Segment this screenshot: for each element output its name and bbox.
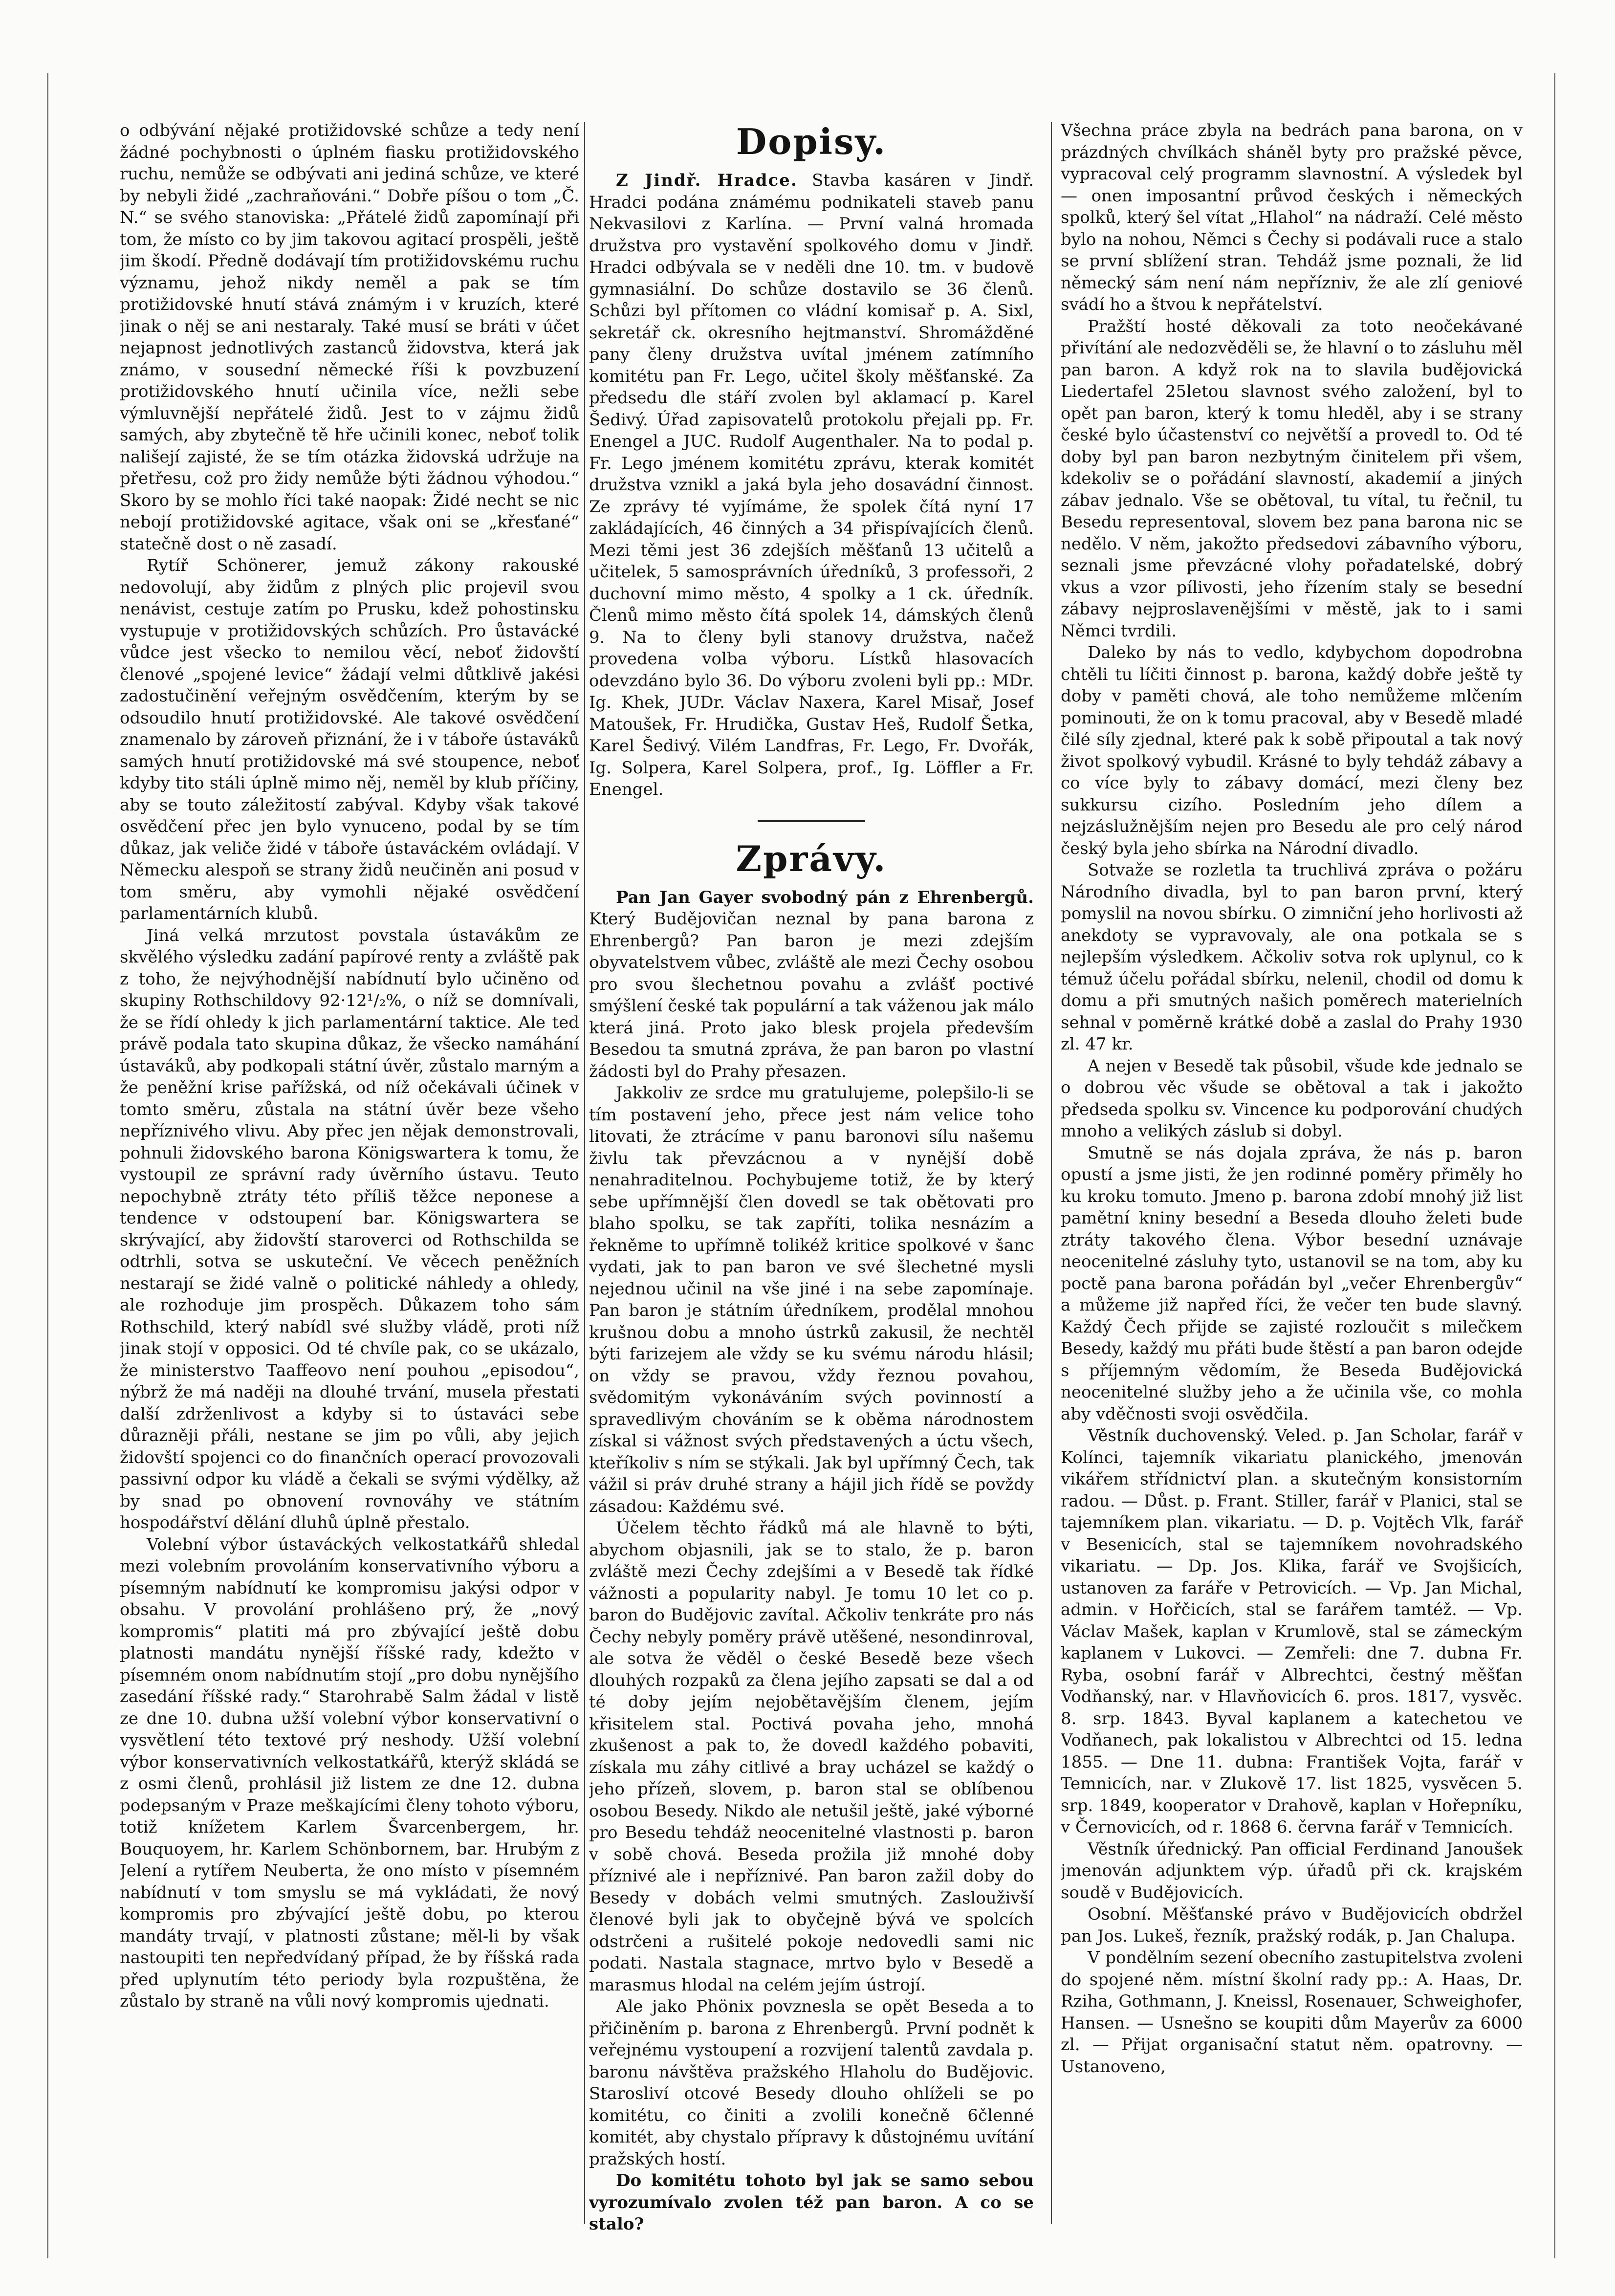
column-rule xyxy=(1051,122,1052,2224)
section-heading-dopisy: Dopisy. xyxy=(736,121,887,162)
article-paragraph: Jakkoliv ze srdce mu gratulujeme, polepšilo-li se tím postavení jeho, přece jest nám velice toho litovati, že ztrácíme v panu baronovi sílu našemu živlu tak převzácnou a v nynější době nenahraditelnou. Pochybujeme totiž, že by který sebe upřímnější člen dovedl se tak obětovati pro blaho spolku, se tak zapříti, tolika nesnázím a řekněme to upřímně tolikéž kritice spolkové v šanc vydati, jak to pan baron ve své šlechetné mysli nejednou učinil na vše jiné i na sebe zapomínaje. Pan baron je státním úředníkem, prodělal mnohou krušnou dobu a mnoho ústrků zakusil, že nechtěl býti farizejem ale vždy se ku svému národu hlásil; on vždy se pravou, vždy řeznou povahou, svědomitým vykonáváním svých povinností a spravedlivým chováním se k oběma národnostem získal si vážnost svých představených a úctu všech, kteříkoliv s ním se stýkali. Jak byl upřímný Čech, tak vážil si práv druhé strany a hájil jich řídě se povždy zásadou: Každému své. xyxy=(589,1083,1034,1516)
middle-column xyxy=(589,120,1034,2241)
article-paragraph: Jiná velká mrzutost povstala ústavákům ze skvělého výsledku zadání papírové renty a zvláště pak z toho, že nejvýhodnější nabídnutí bylo učiněno od skupiny Rothschildovy 92·12¹/₂%, o níž se domnívali, že se řídí ohledy k jich parlamentární taktice. Ale teď právě podala tato skupina důkaz, že všecko namáhání ústaváků, aby podkopali státní úvěr, zůstalo marným a že peněžní krise pařížská, od níž očekávali účinek v tomto směru, zůstala na státní úvěr beze všeho nepříznivého vlivu. Aby přec jen nějak demonstrovali, pohnuli židovského barona Königswartera k tomu, že vystoupil ze správní rady úvěrního ústavu. Teuto nepochybně ztráty této příliš těžce neponese a tendence v odstoupení bar. Königswartera se skrývající, aby židovští staroverci od Rothschilda se odtrhli, sotva se uskuteční. Ve věcech peněžních nestarají se židé valně o politické náhledy a ohledy, ale rozhoduje jim prospěch. Důkazem toho sám Rothschild, který nabídl své služby vládě, proti níž jinak stojí v opposici. Od té chvíle pak, co se ukázalo, že ministerstvo Taaffeovo není pouhou „episodou“, nýbrž že má naději na dlouhé trvání, musela přestati další zdrženlivost a kdyby si to ústaváci sebe důrazněji přáli, nestane se jim po vůli, aby jejich židovští spojenci co do finančních operací provozovali passivní odpor ku vládě a čekali se svými výdělky, až by snad po obnovení rovnováhy ve státním hospodářství dělání dluhů úplně přestalo. xyxy=(120,925,579,1532)
column-rule xyxy=(584,122,585,2224)
right-column xyxy=(1061,120,1523,2241)
article-paragraph: Do komitétu tohoto byl jak se samo sebou vyrozumívalo zvolen též pan baron. A co se stalo? xyxy=(589,2171,1034,2234)
article-paragraph: Smutně se nás dojala zpráva, že nás p. baron opustí a jsme jisti, že jen rodinné poměry přiměly ho ku kroku tomuto. Jmeno p. barona zdobí mnohý již list pamětní kniny besední a Beseda dlouho želeti bude ztráty takového člena. Výbor besední uznávaje neocenitelné zásluhy tyto, ustanovil se na tom, aby ku poctě pana barona pořádán byl „večer Ehrenbergův“ a můžeme již napřed říci, že večer ten bude slavný. Každý Čech přijde se zajisté rozloučit s milečkem Besedy, každý mu přáti bude štěstí a pan baron odejde s příjemným vědomím, že Beseda Budějovická neocenitelné služby jeho a že učinila vše, co mohla aby vděčnosti svoji osvědčila. xyxy=(1061,1143,1523,1424)
news-item-officials: Věstník úřednický. Pan official Ferdinand Janoušek jmenován adjunktem výp. úřadů při ck. krajském soudě v Budějovicích. xyxy=(1061,1839,1523,1902)
news-item-clergy: Věstník duchovenský. Veled. p. Jan Scholar, farář v Kolínci, tajemník vikariatu planického, jmenován vikářem střídnictví plan. a skutečným konsistorním radou. — Důst. p. Frant. Stiller, farář v Planici, stal se tajemníkem plan. vikariatu. — D. p. Vojtěch Vlk, farář v Besenicích, stal se tajemníkem novohradského vikariatu. — Dp. Jos. Klika, farář ve Svojšicích, ustanoven za faráře v Petrovicích. — Vp. Jan Michal, admin. v Hořčicích, stal se farářem tamtéž. — Vp. Václav Mašek, kaplan v Krumlově, stal se zámeckým kaplanem v Lukovci. — Zemřeli: dne 7. dubna Fr. Ryba, osobní farář v Albrechtci, čestný měšťan Vodňanský, nar. v Hlavňovicích 6. pros. 1817, vysvěc. 8. srp. 1843. Byval kaplanem a katechetou ve Vodňanech, pak lokalistou v Albrechtci od 15. ledna 1855. — Dne 11. dubna: František Vojta, farář v Temnicích, nar. v Zlukově 17. list 1825, vysvěcen 5. srp. 1849, kooperator v Drahově, kaplan v Hořepníku, v Černovicích, od r. 1868 6. června farář v Temnicích. xyxy=(1061,1426,1523,1837)
article-paragraph: Pražští hosté děkovali za toto neočekávané přivítání ale nedozvěděli se, že hlavní o to zásluhu měl pan baron. A když rok na to slavila budějovická Liedertafel 25letou slavnost svého založení, byl to opět pan baron, který k tomu hleděl, aby i se strany české bylo účastenství co největší a provedl to. Od té doby byl pan baron nezbytným činitelem při všem, kdekoliv se o pořádání slavností, akademií a jiných zábav jednalo. Vše se obětoval, tu vítal, tu řečnil, tu Besedu representoval, slovem bez pana barona nic se nedělo. V něm, jakožto předsedovi zábavního výboru, seznali jsme převzácné vlohy pořadatelské, dobrý vkus a vzor pílivosti, jeho řízením staly se besední zábavy nejproslavenějšími v městě, jak to i sami Němci tvrdili. xyxy=(1061,316,1523,641)
article-paragraph: Všechna práce zbyla na bedrách pana barona, on v prázdných chvílkách sháněl byty pro pražské pěvce, vypracoval celý programm slavnostní. A výsledek byl — onen imposantní průvod českých i německých spolků, který šel vítat „Hlahol“ na nádraží. Celé město bylo na nohou, Němci s Čechy si podávali ruce a stalo se první sblížení stran. Tehdáž jsme poznali, že lid německý sám není nám nepřízniv, že ale zlí geniové svádí ho a štvou k nepřátelství. xyxy=(1061,121,1523,314)
article-paragraph: Účelem těchto řádků má ale hlavně to býti, abychom objasnili, jak se to stalo, že p. baron zvláště mezi Čechy zdejšími a v Besedě tak řídké vážnosti a popularity nabyl. Je tomu 10 let co p. baron do Budějovic zavítal. Ačkoliv tenkráte pro nás Čechy nebyly poměry právě utěšené, nesondinroval, ale sotva že věděl o české Besedě beze všech dlouhých rozpaků za člena jejího zapsati se dal a od té doby jejím nejobětavějším členem, jejím křisitelem stal. Poctivá povaha jeho, mnohá zkušenost a pak to, že dovedl každého pobaviti, získala mu záhy citlivé a bray ucházel se každý o jeho přízeň, slovem, p. baron stal se oblíbenou osobou Besedy. Nikdo ale netušil ještě, jaké výborné pro Besedu tehdáž neocenitelné vlastnosti p. baron v sobě chová. Beseda prožila již mnohé doby příznivé ale i nepříznivé. Pan baron zažil doby do Besedy v dobách velmi smutných. Zaslouživší členové byli jak to obyčejně bývá ve spolcích odstrčeni a rušitelé pokoje nedovedli sami nic podati. Nastala stagnace, mrtvo bylo v Besedě a marasmus hlodal na celém jejím ústrojí. xyxy=(589,1518,1034,1995)
news-item-personal: Osobní. Měšťanské právo v Budějovicích obdržel pan Jos. Lukeš, řezník, pražský rodák, p. Jan Chalupa. xyxy=(1061,1904,1523,1946)
article-paragraph: Stavba kasáren v Jindř. Hradci podána známému podnikateli staveb panu Nekvasilovi z Karlína. — První valná hromada družstva pro vystavění spolkového domu v Jindř. Hradci odbývala se v neděli dne 10. tm. v budově gymnasiální. Do schůze dostavilo se 36 členů. Schůzi byl přítomen co vládní komisař p. A. Sixl, sekretář ck. okresního hejtmanství. Shromážděné pany členy družstva uvítal jménem zatímního komitétu pan Fr. Lego, učitel školy měšťanské. Za předsedu dle stáří zvolen byl aklamací p. Karel Šedivý. Úřad zapisovatelů protokolu přejali pp. Fr. Enengel a JUC. Rudolf Augenthaler. Na to podal p. Fr. Lego jménem komitétu zprávu, kterak komitét družstva vznikl a jaká byla jeho dosavádní činnost. Ze zprávy té vyjímáme, že spolek čítá nyní 17 zakládajících, 46 činných a 34 přispívajících členů. Mezi těmi jest 36 zdejších měšťanů 13 učitelů a učitelek, 5 samosprávních úředníků, 3 professoři, 2 duchovní mimo město, 4 spolky a 1 ck. úředník. Členů mimo město čítá spolek 14, dámských členů 9. Na to členy byli stanovy družstva, načež provedena volba výboru. Lístků hlasovacích odevzdáno bylo 36. Do výboru zvoleni byli pp.: MDr. Ig. Khek, JUDr. Václav Naxera, Karel Misař, Josef Matoušek, Fr. Hrudička, Gustav Heš, Rudolf Šetka, Karel Šedivý. Vilém Landfras, Fr. Lego, Fr. Dvořák, Ig. Solpera, Karel Solpera, prof., Ig. Löffler a Fr. Enengel. xyxy=(589,171,1034,799)
article-paragraph: Ale jako Phönix povznesla se opět Beseda a to přičiněním p. barona z Ehrenbergů. První podnět k veřejnému vystoupení a rozvijení talentů zavdala p. baronu návštěva pražského Hlaholu do Budějovic. Starosliví otcové Besedy dlouho ohlíželi se po komitétu, co činiti a zvolili konečně 6členné komitét, aby chystalo přípravy k důstojnému uvítání pražských hostí. xyxy=(589,1997,1034,2169)
article-paragraph: Který Budějovičan neznal by pana barona z Ehrenbergů? Pan baron je mezi zdejším obyvatelstvem vůbec, zvláště ale mezi Čechy osobou pro svou šlechetnou povahu a zvlášť poctivé smýšlení české tak populární a tak váženou jak málo která jiná. Proto jako blesk projela především Besedou ta smutná zpráva, že pan baron po vlastní žádosti byl do Prahy přesazen. xyxy=(589,909,1034,1081)
section-heading-zpravy: Zprávy. xyxy=(736,837,887,879)
news-item-council: V pondělním sezení obecního zastupitelstva zvoleni do spojené něm. místní školní rady pp.: A. Haas, Dr. Rziha, Gothmann, J. Kneissl, Rosenauer, Schweighofer, Hansen. — Usnešno se koupiti dům Mayerův za 6000 zl. — Přijat organisační statut něm. opatrovny. — Ustanoveno, xyxy=(1061,1948,1523,2077)
article-paragraph: Daleko by nás to vedlo, kdybychom dopodrobna chtěli tu líčiti činnost p. barona, každý dobře ještě ty doby v paměti chová, ale toho nemůžeme mlčením pominouti, že on k tomu pracoval, aby v Besedě mladé čilé síly zjednal, které pak k sobě připoutal a tak nový život spolkový vybudil. Krásné to byly tehdáž zábavy a co více byly to zábavy domácí, mezi členy bez sukkursu cizího. Posledním jeho dílem a nejzáslužnějším nejen pro Besedu ale pro celý národ český byla jeho sbírka na Národní divadlo. xyxy=(1061,643,1523,858)
dateline-place: Z Jindř. Hradce. xyxy=(616,171,798,190)
left-column xyxy=(120,120,579,2241)
section-divider xyxy=(758,820,865,822)
article-paragraph: A nejen v Besedě tak působil, všude kde jednalo se o dobrou věc všude se obětoval a tak i jakožto předseda spolku sv. Vincence ku podporování chudých mnoho a velikých záslub si dobyl. xyxy=(1061,1056,1523,1141)
article-paragraph: Volební výbor ústaváckých velkostatkářů shledal mezi volebním provoláním konservativního výboru a písemným nabídnutí ke kompromisu jakýsi odpor v obsahu. V provolání prohlášeno prý, že „nový kompromis“ platiti má pro zbývající ještě dobu platnosti mandátu nynější říšské rady, kdežto v písemném onom nabídnutím stojí „pro dobu nynějšího zasedání říšské rady.“ Starohrabě Salm žádal v listě ze dne 10. dubna užší volební výbor konservativní o vysvětlení této textové prý neshody. Užší volební výbor konservativních velkostatkářů, kterýž skládá se z osmi členů, prohlásil již listem ze dne 12. dubna podepsaným v Praze meškajícími členy tohoto výboru, totiž knížetem Karlem Švarcenbergem, hr. Bouquoyem, hr. Karlem Schönbornem, bar. Hrubým z Jelení a rytířem Neuberta, že ono místo v písemném nabídnutí v tom smyslu se má vykládati, že nový kompromis pro zbývající ještě dobu, po kterou mandáty trvají, v platnosti zůstane; měl-li by však nastoupiti ten nepředvídaný případ, že by říšská rada před uplynutím této periody byla rozpuštěna, že zůstalo by straně na vůli nový kompromis ujednati. xyxy=(120,1534,579,2011)
article-paragraph: Rytíř Schönerer, jemuž zákony rakouské nedovolují, aby židům z plných plic projevil svou nenávist, cestuje zatím po Prusku, kdež pohostinsku vystupuje v protižidovských schůzích. Pro ůstavácké vůdce jest všecko to nemilou věcí, neboť židovští členové „spojené levice“ žádají velmi důtklivě jakési zadostučinění veřejným osvědčením, kterým by se odsoudilo hnutí protižidovské. Ale takové osvědčení znamenalo by zároveň přiznání, že i v táboře ústaváků samých hnutí protižidovské má své stoupence, neboť kdyby tito stáli úplně mimo něj, neměl by klub příčiny, aby se touto záležitostí zabýval. Kdyby však takové osvědčení přec jen bylo vynuceno, podal by se tím důkaz, jak veliče židé v táboře ústaváckém ovládají. V Německu alespoň se strany židů neučiněn ani posud v tom směru, aby vymohli nějaké osvědčení parlamentárních klubů. xyxy=(120,556,579,923)
article-paragraph: Sotvaže se rozletla ta truchlivá zpráva o požáru Národního divadla, byl to pan baron první, který pomyslil na novou sbírku. O zimniční jeho horlivosti až anekdoty se vypravovaly, ale ona potkala se s nejlepším výsledkem. Ačkoliv sotva rok uplynul, co k témuž účelu pořádal sbírku, nelenil, chodil od domu k domu a při smutných našich poměrech materielních sehnal v poměrně krátké době a zaslal do Prahy 1930 zl. 47 kr. xyxy=(1061,860,1523,1054)
article-paragraph: o odbývání nějaké protižidovské schůze a tedy není žádné pochybnosti o úplném fiasku protižidovského ruchu, nemůže se odbývati ani jediná schůze, ve které by nebyli židé „zachraňováni.“ Dobře píšou o tom „Č. N.“ se svého stanoviska: „Přátelé židů zapomínají při tom, že místo co by jim takovou agitací prospěli, ještě jim škodí. Předně dodávají tím protižidovskému ruchu významu, jehož nikdy neměl a pak se tím protižidovské hnutí stává známým i v kruzích, které jinak o něj se ani nestaraly. Také musí se bráti v účet nejapnost jednotlivých zastanců židovstva, která jak známo, v sousední německé říši k povzbuzení protižidovského hnutí učinila více, nežli sebe výmluvnější nepřátelé židů. Jest to v zájmu židů samých, aby zbytečně tě hře učinili konec, neboť tolik nališejí zajisté, že se tím otázka židovská udržuje na přetřesu, což pro židy nemůže býti žádnou výhodou.“ Skoro by se mohlo říci také naopak: Židé necht se nic nebojí protižidovské agitace, však oni se „křesťané“ statečně dost o ně zasadí. xyxy=(120,121,579,554)
news-lead-title: Pan Jan Gayer svobodný pán z Ehrenbergů. xyxy=(616,887,1034,907)
